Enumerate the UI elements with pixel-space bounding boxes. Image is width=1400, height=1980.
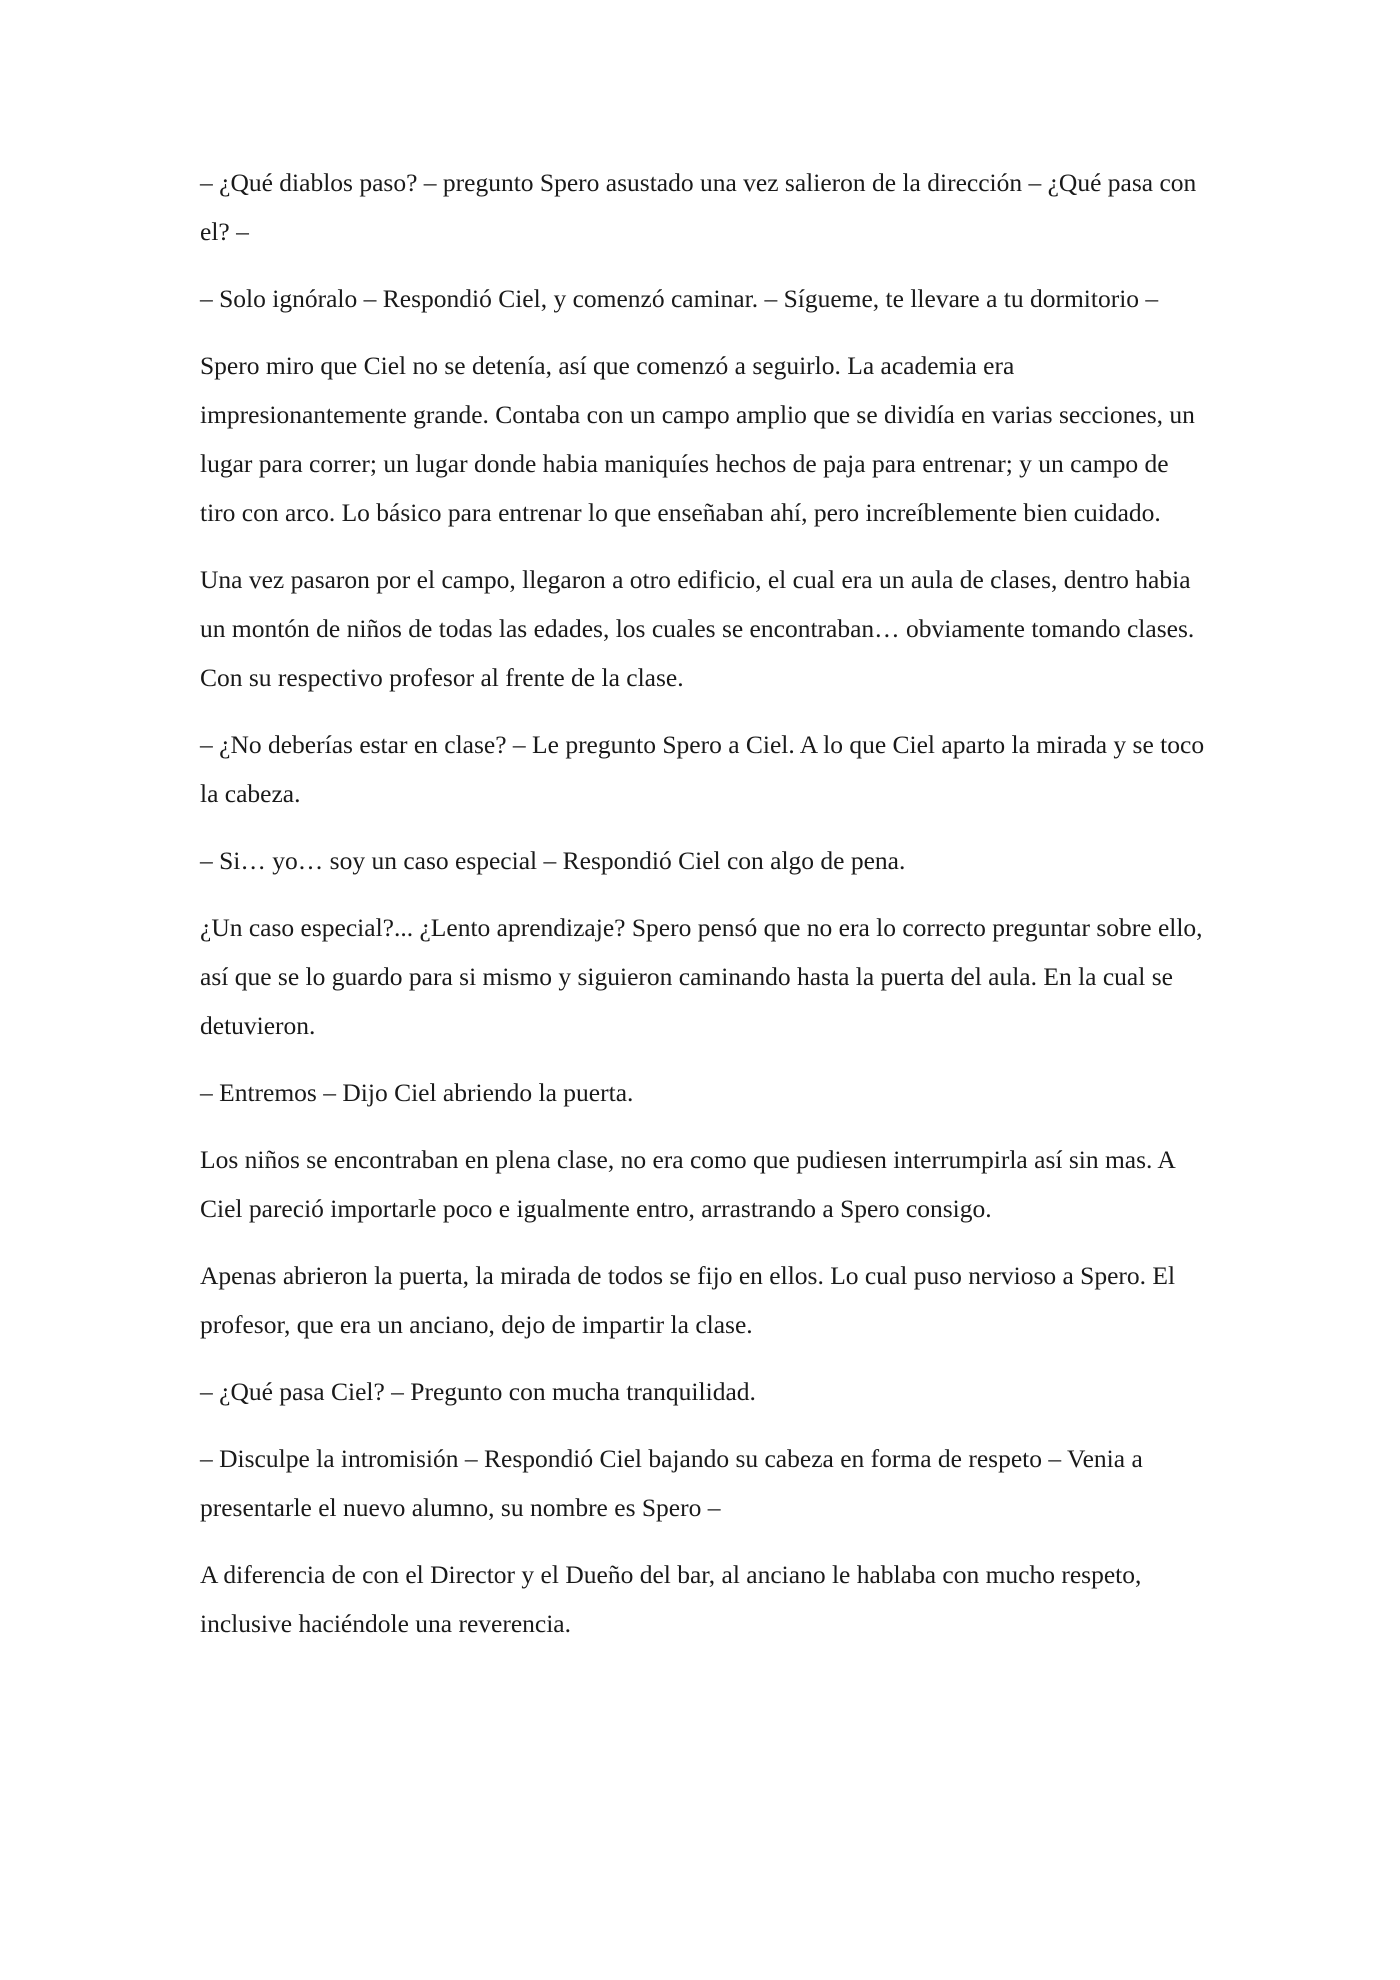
paragraph-1: – ¿Qué diablos paso? – pregunto Spero asustado una vez salieron de la dirección – ¿Qué pasa con el? – xyxy=(200,168,1197,246)
paragraph-8: – Entremos – Dijo Ciel abriendo la puerta. xyxy=(200,1078,634,1107)
paragraph-13: A diferencia de con el Director y el Dueño del bar, al anciano le hablaba con mucho respeto, inclusive haciéndole una reverencia. xyxy=(200,1560,1142,1638)
paragraph-4: Una vez pasaron por el campo, llegaron a otro edificio, el cual era un aula de clases, dentro habia un montón de niños de todas las edades, los cuales se encontraban… obviamente tomando clases. Con su respectivo profesor al frente de la clase. xyxy=(200,565,1195,692)
paragraph-11: – ¿Qué pasa Ciel? – Pregunto con mucha tranquilidad. xyxy=(200,1377,756,1406)
document-page xyxy=(200,158,1210,1666)
paragraph-6: – Si… yo… soy un caso especial – Respondió Ciel con algo de pena. xyxy=(200,846,906,875)
paragraph-2: – Solo ignóralo – Respondió Ciel, y comenzó caminar. – Sígueme, te llevare a tu dormitorio – xyxy=(200,284,1159,313)
paragraph-5: – ¿No deberías estar en clase? – Le pregunto Spero a Ciel. A lo que Ciel aparto la mirada y se toco la cabeza. xyxy=(200,730,1205,808)
paragraph-7: ¿Un caso especial?... ¿Lento aprendizaje? Spero pensó que no era lo correcto preguntar sobre ello, así que se lo guardo para si mismo y siguieron caminando hasta la puerta del aula. En la cual se detuvieron. xyxy=(200,913,1203,1040)
paragraph-9: Los niños se encontraban en plena clase, no era como que pudiesen interrumpirla así sin mas. A Ciel pareció importarle poco e igualmente entro, arrastrando a Spero consigo. xyxy=(200,1145,1175,1223)
paragraph-12: – Disculpe la intromisión – Respondió Ciel bajando su cabeza en forma de respeto – Venia a presentarle el nuevo alumno, su nombre es Spero – xyxy=(200,1444,1143,1522)
paragraph-10: Apenas abrieron la puerta, la mirada de todos se fijo en ellos. Lo cual puso nervioso a Spero. El profesor, que era un anciano, dejo de impartir la clase. xyxy=(200,1261,1176,1339)
paragraph-3: Spero miro que Ciel no se detenía, así que comenzó a seguirlo. La academia era impresionantemente grande. Contaba con un campo amplio que se dividía en varias secciones, un lugar para correr; un lugar donde habia maniquíes hechos de paja para entrenar; y un campo de tiro con arco. Lo básico para entrenar lo que enseñaban ahí, pero increíblemente bien cuidado. xyxy=(200,351,1195,527)
